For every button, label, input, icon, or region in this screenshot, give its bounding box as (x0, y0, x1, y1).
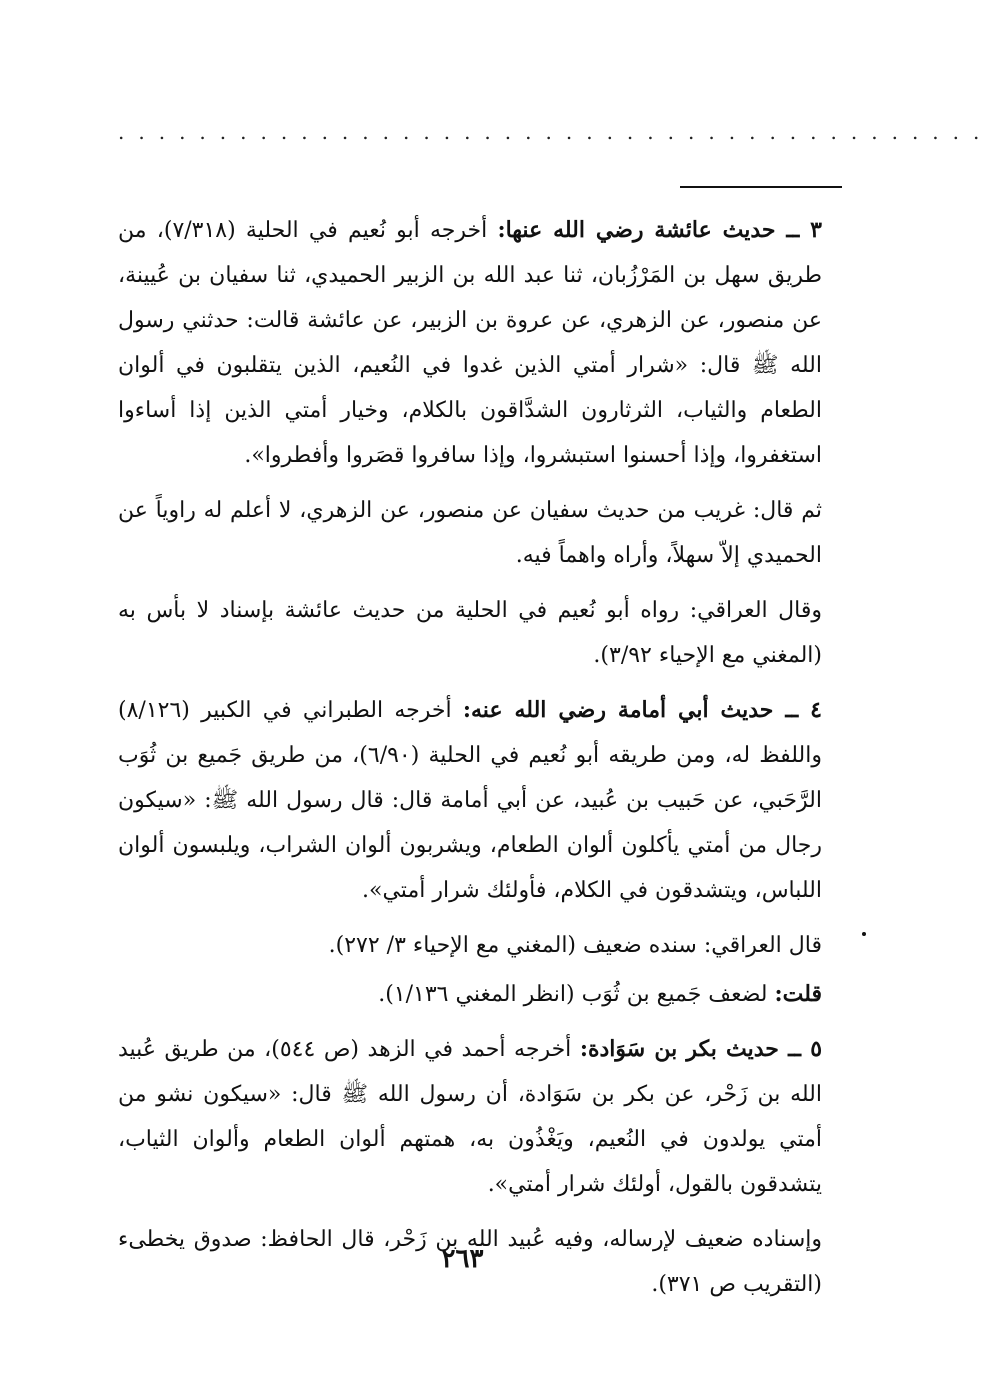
paragraph-heading: ٣ ــ حديث عائشة رضي الله عنها: (497, 217, 822, 243)
paragraph-text: أخرجه أبو نُعيم في الحلية (٧/٣١٨)، من طريق سهل بن المَرْزُبان، ثنا عبد الله بن الزبير الحميدي، ثنا سفيان بن عُيينة، عن منصور، عن الزهري، عن عروة بن الزبير، عن عائشة قالت: حدثني رسول الله ﷺ قال: «شرار أمتي الذين غدوا في النُعيم، الذين يتقلبون في ألوان الطعام والثياب، الثرثارون الشدَّاقون بالكلام، وخيار أمتي الذين إذا أساءوا استغفروا، وإذا أحسنوا استبشروا، وإذا سافروا قصَروا وأفطروا». (118, 218, 822, 468)
paragraph-heading: ٤ ــ حديث أبي أمامة رضي الله عنه: (462, 697, 822, 723)
abu-nuaym-comment-paragraph (118, 488, 846, 578)
paragraph-text: وإسناده ضعيف لإرساله، وفيه عُبيد الله بن زَحْر، قال الحافظ: صدوق يخطىء (التقريب ص ٣٧١). (118, 1227, 822, 1297)
hadith-abu-umama-paragraph (118, 688, 846, 913)
page-number: ٢٦٣ (441, 1244, 484, 1274)
iraqi-grading-paragraph (118, 923, 846, 968)
paragraph-text: قال العراقي: سنده ضعيف (المغني مع الإحياء ٣/ ٢٧٢). (328, 933, 822, 958)
footnote-rule (680, 186, 842, 188)
iraqi-comment-paragraph (118, 588, 846, 678)
paragraph-heading: ٥ ــ حديث بكر بن سَوَادة: (579, 1036, 823, 1062)
author-note-paragraph (118, 972, 846, 1017)
margin-dot (862, 932, 866, 936)
paragraph-text: أخرجه الطبراني في الكبير (٨/١٢٦) واللفظ له، ومن طريقه أبو نُعيم في الحلية (٦/٩٠)، من طريق جَميع بن ثُوَب الرَّحَبي، عن حَبيب بن عُبيد، عن أبي أمامة قال: قال رسول الله ﷺ: «سيكون رجال من أمتي يأكلون ألوان الطعام، ويشربون ألوان الشراب، ويلبسون ألوان اللباس، ويتشدقون في الكلام، فأولئك شرار أمتي». (118, 698, 822, 903)
paragraph-text: وقال العراقي: رواه أبو نُعيم في الحلية من حديث عائشة بإسناد لا بأس به (المغني مع الإحياء ٣/٩٢). (118, 598, 822, 668)
separator-dots: ........................................... (118, 120, 993, 144)
paragraph-text: لضعف جَميع بن ثُوَب (انظر المغني ١/١٣٦). (378, 982, 775, 1007)
paragraph-text: أخرجه أحمد في الزهد (ص ٥٤٤)، من طريق عُبيد الله بن زَحْر، عن بكر بن سَوَادة، أن رسول الله ﷺ قال: «سيكون نشو من أمتي يولدون في النُعيم، ويَغْذُون به، همتهم ألوان الطعام وألوان الثياب، يتشدقون بالقول، أولئك شرار أمتي». (118, 1037, 822, 1197)
paragraph-text: ثم قال: غريب من حديث سفيان عن منصور، عن الزهري، لا أعلم له راوياً عن الحميدي إلاّ سهلاً، وأراه واهماً فيه. (118, 498, 822, 568)
hadith-aisha-paragraph (118, 208, 846, 478)
hadith-bakr-paragraph (118, 1027, 846, 1207)
page-body (118, 208, 846, 1317)
paragraph-heading: قلت: (774, 981, 822, 1007)
